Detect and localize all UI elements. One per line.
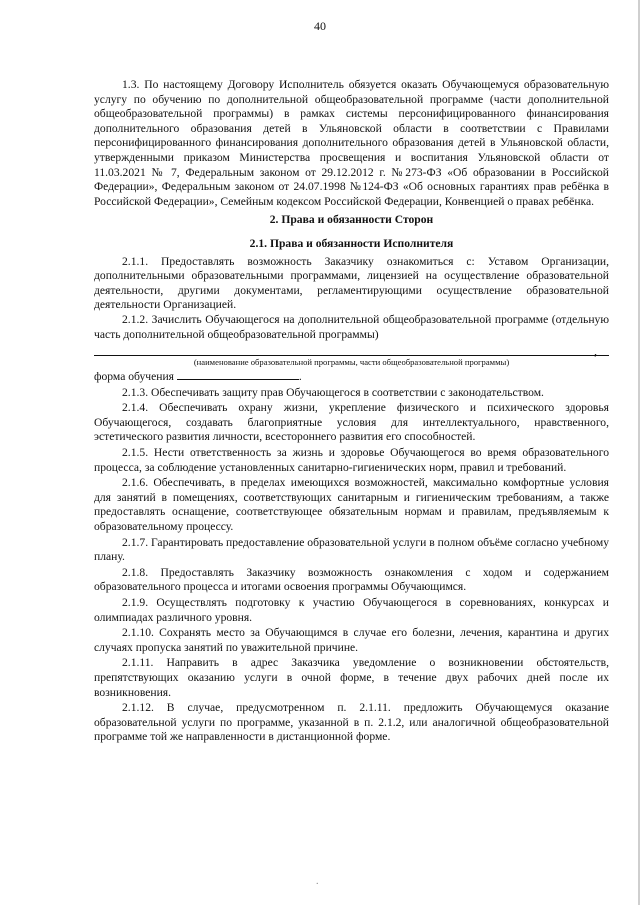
- paragraph-2-1-11: 2.1.11. Направить в адрес Заказчика уведомление о возникновении обстоятельств, препятствующих оказанию услуги в очной форме, в течение двух рабочих дней после их возникновения.: [94, 656, 609, 699]
- paragraph-2-1-9: 2.1.9. Осуществлять подготовку к участию Обучающегося в соревнованиях, конкурсах и олимпиадах различного уровня.: [94, 596, 609, 624]
- paragraph-2-1-12: 2.1.12. В случае, предусмотренном п. 2.1.11. предложить Обучающемуся оказание образовательной услуги по программе, указанной в п. 2.1.2, или аналогичной общеобразовательной программе той же направленности в дистанционной форме.: [94, 701, 609, 744]
- program-name-blank: [94, 344, 609, 356]
- blank-comma: ,: [594, 344, 597, 358]
- paragraph-2-1-4: 2.1.4. Обеспечивать охрану жизни, укрепление физического и психического здоровья Обучающегося, создавать благоприятные условия для интеллектуального, нравственного, эстетического развития личности, всестороннего развития его способностей.: [94, 401, 609, 444]
- paragraph-2-1-5: 2.1.5. Нести ответственность за жизнь и здоровье Обучающегося во время образовательного процесса, за соблюдение установленных санитарно-гигиенических норм, правил и требований.: [94, 446, 609, 474]
- page-number: 40: [314, 19, 326, 33]
- paragraph-2-1-8: 2.1.8. Предоставлять Заказчику возможность ознакомления с ходом и содержанием образовательного процесса и итогами освоения программы Обучающимся.: [94, 565, 609, 594]
- form-of-study-line: [94, 369, 609, 385]
- paragraph-2-1-1: 2.1.1. Предоставлять возможность Заказчику ознакомиться с: Уставом Организации, дополнительными образовательными программами, лицензией на осуществление образовательной деятельности, другими документами, регламентирующими осуществление образовательной деятельности Организацией.: [94, 254, 609, 312]
- paragraph-2-1-2: 2.1.2. Зачислить Обучающегося на дополнительной общеобразовательной программе (отдельную часть дополнительной общеобразовательной программы): [94, 312, 609, 341]
- section-2-1-heading: 2.1. Права и обязанности Исполнителя: [249, 236, 454, 250]
- form-of-study-label: форма обучения: [94, 370, 175, 384]
- scan-mark: .: [316, 876, 319, 887]
- paragraph-2-1-7: 2.1.7. Гарантировать предоставление образовательной услуги в полном объёме согласно учебному плану.: [94, 535, 609, 564]
- paragraph-2-1-10: 2.1.10. Сохранять место за Обучающимся в случае его болезни, лечения, карантина и других случаях пропуска занятий по уважительной причине.: [94, 626, 609, 654]
- form-of-study-blank: [177, 369, 299, 380]
- section-2-heading: 2. Права и обязанности Сторон: [269, 213, 434, 227]
- paragraph-1-3: 1.3. По настоящему Договору Исполнитель обязуется оказать Обучающемуся образовательную услугу по обучению по дополнительной общеобразовательной программе (части дополнительной общеобразовательной программы) в рамках системы персонифицированного финансирования дополнительного образования детей в Ульяновской области в соответствии с Правилами персонифицированного финансирования дополнительного образования детей в Ульяновской области, утвержденными приказом Министерства просвещения и воспитания Ульяновской области от 11.03.2021 № 7, Федеральным законом от 29.12.2012 г. №273-ФЗ «Об образовании в Российской Федерации», Федеральным законом от 24.07.1998 №124-ФЗ «Об основных гарантиях прав ребёнка в Российской Федерации», Семейным кодексом Российской Федерации, Конвенцией о правах ребёнка.: [94, 78, 609, 208]
- document-body: [94, 78, 609, 745]
- program-name-caption: (наименование образовательной программы, части общеобразовательной программы): [193, 357, 510, 368]
- paragraph-2-1-3: 2.1.3. Обеспечивать защиту прав Обучающегося в соответствии с законодательством.: [122, 385, 544, 399]
- form-of-study-period: .: [298, 370, 302, 384]
- paragraph-2-1-6: 2.1.6. Обеспечивать, в пределах имеющихся возможностей, максимально комфортные условия для занятий в помещениях, соответствующих санитарным и гигиеническим требованиям, а также предоставлять оснащение, соответствующее обязательным нормам и правилам, предъявляемым к образовательному процессу.: [94, 476, 609, 534]
